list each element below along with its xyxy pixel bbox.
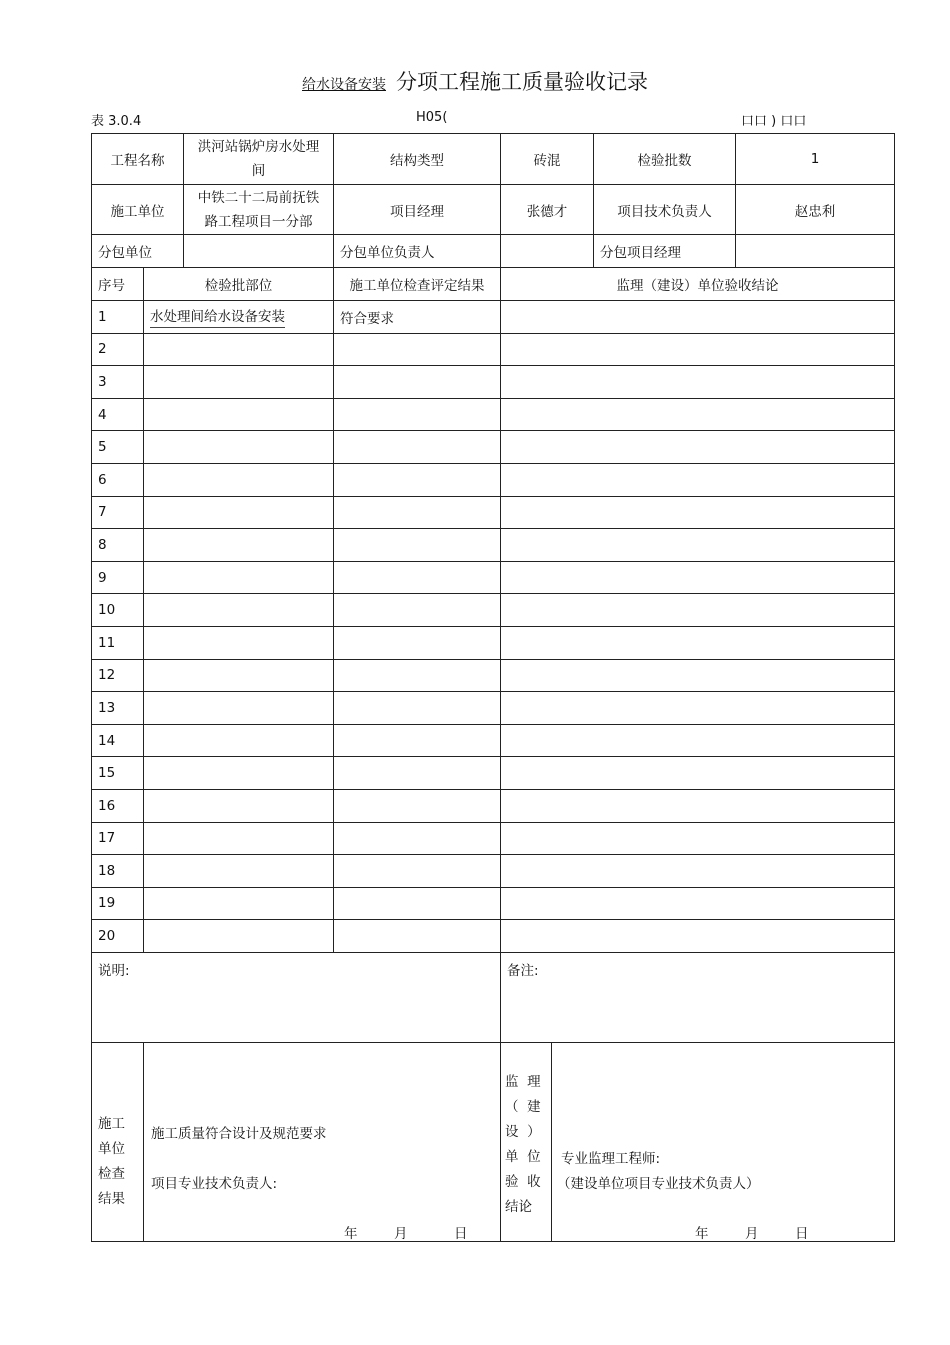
table-row — [92, 561, 895, 594]
table-row — [92, 366, 895, 399]
row-supervision — [501, 333, 895, 366]
row-supervision — [501, 366, 895, 399]
row-number: 6 — [92, 463, 144, 496]
row-result — [334, 920, 501, 953]
table-row — [92, 529, 895, 562]
row-number: 16 — [92, 789, 144, 822]
row-number: 4 — [92, 398, 144, 431]
right-label-line: 结论 — [505, 1199, 532, 1216]
right-day: 日 — [795, 1226, 809, 1242]
table-row — [92, 431, 895, 464]
left-month: 月 — [394, 1226, 408, 1242]
info-row-3 — [92, 235, 895, 268]
row-supervision — [501, 887, 895, 920]
right-label-line: 监 理 — [505, 1074, 541, 1091]
right-year: 年 — [695, 1226, 709, 1242]
row-result — [334, 529, 501, 562]
row-result — [334, 366, 501, 399]
row-supervision — [501, 789, 895, 822]
row-supervision — [501, 594, 895, 627]
right-signoff-signer: 专业监理工程师: — [561, 1151, 661, 1168]
row-result — [334, 561, 501, 594]
row-supervision — [501, 659, 895, 692]
row-result: 符合要求 — [334, 301, 501, 334]
row-supervision — [501, 398, 895, 431]
code-boxes: 口口 ) 口口 — [741, 114, 807, 129]
acceptance-table — [91, 133, 895, 1242]
right-signoff — [501, 1042, 895, 1241]
project-name-line2: 间 — [251, 163, 266, 179]
row-result — [334, 626, 501, 659]
right-signoff-signer-alt: （建设单位项目专业技术负责人） — [557, 1176, 760, 1193]
signoff-divider — [551, 1042, 552, 1241]
right-label-line: 单 位 — [505, 1149, 541, 1166]
row-number: 8 — [92, 529, 144, 562]
row-number: 9 — [92, 561, 144, 594]
row-number: 18 — [92, 855, 144, 888]
notes-row — [92, 952, 895, 1042]
col-seq: 序号 — [92, 268, 144, 301]
table-row — [92, 594, 895, 627]
row-result — [334, 692, 501, 725]
table-row — [92, 855, 895, 888]
row-result — [334, 887, 501, 920]
row-result — [334, 496, 501, 529]
table-number: 表 3.0.4 — [91, 114, 142, 129]
row-location — [144, 789, 334, 822]
row-result — [334, 431, 501, 464]
row-location — [144, 887, 334, 920]
row-location — [144, 724, 334, 757]
signoff-row — [92, 1042, 895, 1241]
row-supervision — [501, 301, 895, 334]
row-number: 19 — [92, 887, 144, 920]
row-result — [334, 855, 501, 888]
subcontractor-lead-value — [501, 235, 594, 268]
row-location — [144, 398, 334, 431]
table-row — [92, 822, 895, 855]
row-result — [334, 398, 501, 431]
row-supervision — [501, 626, 895, 659]
row-result — [334, 333, 501, 366]
right-month: 月 — [745, 1226, 759, 1242]
left-label-line: 检查 — [98, 1165, 125, 1182]
left-signoff-content — [144, 1042, 501, 1241]
table-row — [92, 626, 895, 659]
left-label-line: 施工 — [98, 1115, 125, 1132]
subcontractor-value — [184, 235, 334, 268]
construction-unit-label: 施工单位 — [92, 185, 184, 235]
right-label-line: （ 建 — [505, 1099, 541, 1116]
structure-type-label: 结构类型 — [334, 134, 501, 185]
column-header-row — [92, 268, 895, 301]
main-title: 分项工程施工质量验收记录 — [396, 70, 648, 94]
row-result — [334, 659, 501, 692]
table-row — [92, 398, 895, 431]
table-row — [92, 757, 895, 790]
row-number: 15 — [92, 757, 144, 790]
table-row — [92, 789, 895, 822]
row-location — [144, 920, 334, 953]
row-result — [334, 789, 501, 822]
right-label-line: 设 ） — [505, 1124, 541, 1141]
structure-type: 砖混 — [501, 134, 594, 185]
row-supervision — [501, 692, 895, 725]
form-title — [0, 66, 950, 96]
right-signoff-label — [505, 1070, 549, 1220]
remarks-cell — [501, 952, 895, 1042]
table-row — [92, 333, 895, 366]
info-row-1 — [92, 134, 895, 185]
left-signoff-signer: 项目专业技术负责人: — [151, 1176, 278, 1193]
project-name-label: 工程名称 — [92, 134, 184, 185]
left-label-line: 结果 — [98, 1190, 125, 1207]
row-supervision — [501, 822, 895, 855]
row-location — [144, 366, 334, 399]
construction-unit-line1: 中铁二十二局前抚铁 — [197, 189, 320, 206]
tech-lead-label: 项目技术负责人 — [594, 185, 736, 235]
construction-unit-line2: 路工程项目一分部 — [204, 213, 313, 230]
row-result — [334, 724, 501, 757]
row-result — [334, 822, 501, 855]
row-location — [144, 496, 334, 529]
table-row — [92, 692, 895, 725]
row-supervision — [501, 496, 895, 529]
row-number: 7 — [92, 496, 144, 529]
row-supervision — [501, 561, 895, 594]
row-location — [144, 561, 334, 594]
row-location — [144, 855, 334, 888]
row-location — [144, 757, 334, 790]
row-number: 17 — [92, 822, 144, 855]
form-code: H05( — [416, 110, 448, 125]
row-supervision — [501, 724, 895, 757]
row-location — [144, 822, 334, 855]
row-number: 5 — [92, 431, 144, 464]
row-number: 11 — [92, 626, 144, 659]
row-location — [144, 692, 334, 725]
table-row — [92, 887, 895, 920]
table-row — [92, 301, 895, 334]
row-location — [144, 301, 334, 334]
tech-lead: 赵忠利 — [736, 185, 895, 235]
explanation-label: 说明: — [98, 962, 130, 979]
row-location-text: 水处理间给水设备安装 — [150, 305, 285, 328]
row-supervision — [501, 463, 895, 496]
row-location — [144, 626, 334, 659]
left-year: 年 — [344, 1226, 358, 1242]
batch-count: 1 — [736, 134, 895, 185]
col-self-check: 施工单位检查评定结果 — [334, 268, 501, 301]
left-label-line: 单位 — [98, 1140, 125, 1157]
row-location — [144, 594, 334, 627]
col-supervision: 监理（建设）单位验收结论 — [501, 268, 895, 301]
row-number: 3 — [92, 366, 144, 399]
row-number: 1 — [92, 301, 144, 334]
row-number: 13 — [92, 692, 144, 725]
project-name — [184, 134, 334, 185]
row-result — [334, 463, 501, 496]
row-location — [144, 529, 334, 562]
row-location — [144, 333, 334, 366]
table-row — [92, 496, 895, 529]
info-row-2 — [92, 185, 895, 235]
project-manager: 张德才 — [501, 185, 594, 235]
sub-title: 给水设备安装 — [302, 77, 386, 93]
left-signoff-label — [92, 1042, 144, 1241]
project-name-line1: 洪河站锅炉房水处理 — [197, 139, 320, 155]
row-supervision — [501, 855, 895, 888]
left-signoff-text: 施工质量符合设计及规范要求 — [151, 1126, 327, 1143]
col-location: 检验批部位 — [144, 268, 334, 301]
row-result — [334, 757, 501, 790]
row-supervision — [501, 431, 895, 464]
subcontract-pm-label: 分包项目经理 — [594, 235, 736, 268]
construction-unit — [184, 185, 334, 235]
row-location — [144, 463, 334, 496]
table-row — [92, 920, 895, 953]
row-number: 10 — [92, 594, 144, 627]
explanation-cell — [92, 952, 501, 1042]
row-number: 12 — [92, 659, 144, 692]
subcontract-pm-value — [736, 235, 895, 268]
row-location — [144, 431, 334, 464]
project-manager-label: 项目经理 — [334, 185, 501, 235]
right-label-line: 验 收 — [505, 1174, 541, 1191]
table-row — [92, 463, 895, 496]
table-row — [92, 659, 895, 692]
row-number: 2 — [92, 333, 144, 366]
row-supervision — [501, 757, 895, 790]
remarks-label: 备注: — [507, 962, 539, 979]
batch-count-label: 检验批数 — [594, 134, 736, 185]
table-row — [92, 724, 895, 757]
row-result — [334, 594, 501, 627]
row-location — [144, 659, 334, 692]
row-supervision — [501, 529, 895, 562]
row-supervision — [501, 920, 895, 953]
row-number: 14 — [92, 724, 144, 757]
row-number: 20 — [92, 920, 144, 953]
subcontractor-label: 分包单位 — [92, 235, 184, 268]
subcontractor-lead-label: 分包单位负责人 — [334, 235, 501, 268]
left-day: 日 — [454, 1226, 468, 1242]
